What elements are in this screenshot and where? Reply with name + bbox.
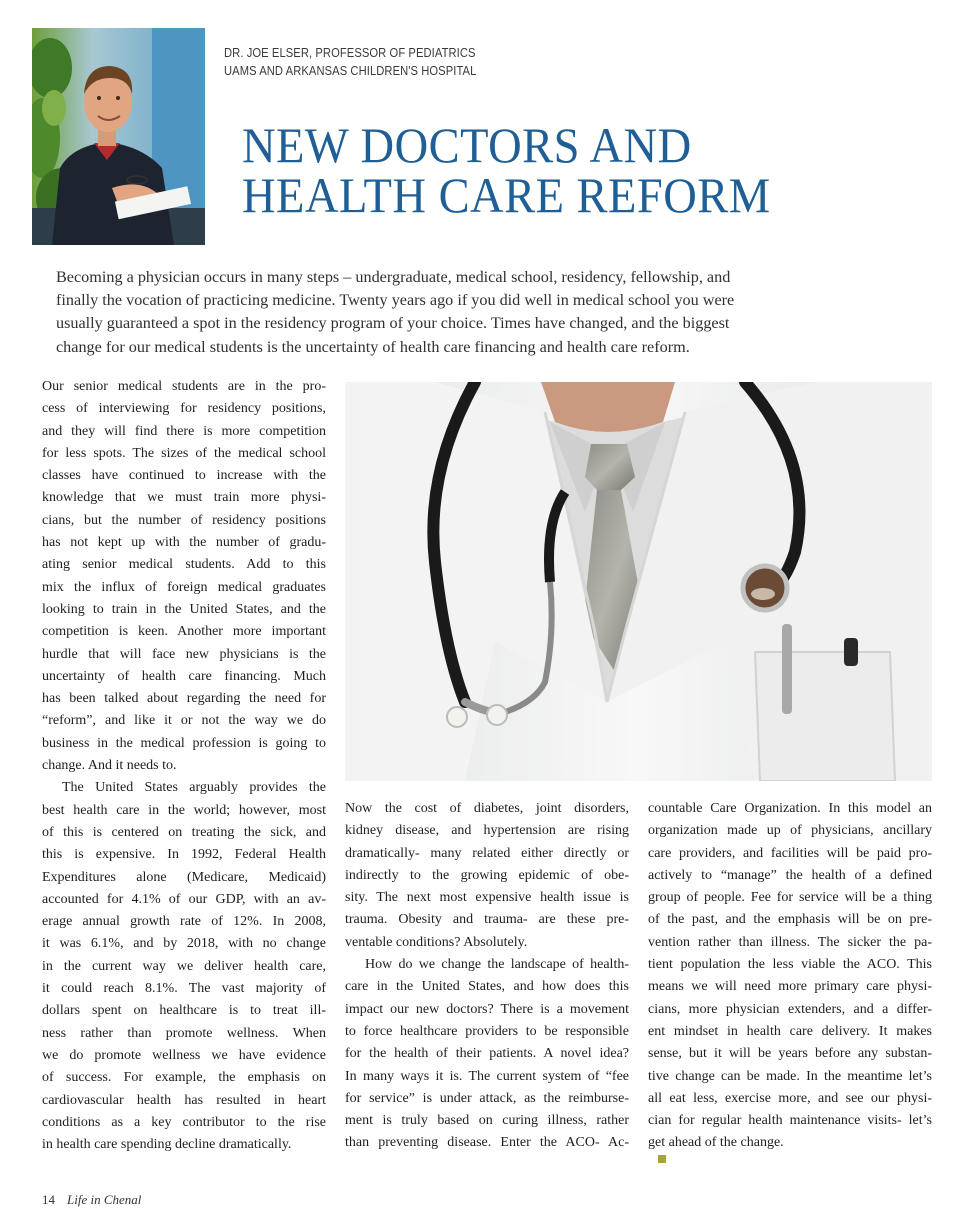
page-footer	[42, 1192, 141, 1208]
text-line: classes have continued to increase with the	[42, 468, 326, 484]
byline-line-1: DR. JOE ELSER, PROFESSOR OF PEDIATRICS	[224, 45, 476, 60]
text-line: hurdle that will face new physicians is the	[42, 646, 326, 662]
text-line: The United States arguably provides the	[62, 780, 326, 796]
page-number: 14	[42, 1192, 55, 1207]
author-byline	[224, 44, 476, 80]
text-line: mix the influx of foreign medical graduates	[42, 579, 326, 595]
text-line: erage annual growth rate of 12%. In 2008,	[42, 914, 326, 930]
text-line: dramatically- many related either directly or	[345, 845, 629, 861]
text-line: uncertainty of health care financing. Much	[42, 668, 326, 684]
text-line: knowledge that we must train more physi-	[42, 490, 326, 506]
body-column-2	[345, 798, 629, 1155]
text-line: care providers, and facilities will be paid pro-	[648, 845, 932, 861]
text-line: ating senior medical students. Add to this	[42, 557, 326, 573]
text-line: ment is truly based on curing illness, rather	[345, 1113, 629, 1129]
text-line: has been talked about regarding the need for	[42, 691, 326, 707]
text-line: we do promote wellness we have evidence	[42, 1047, 326, 1063]
text-line: this is expensive. In 1992, Federal Health	[42, 847, 326, 863]
text-line: business in the medical profession is going to	[42, 735, 326, 751]
text-line: than preventing disease. Enter the ACO- Ac-	[345, 1135, 629, 1151]
text-line: for service” is under attack, as the reimburse-	[345, 1090, 629, 1106]
text-line: change. And it needs to.	[42, 758, 177, 774]
text-line: Expenditures alone (Medicare, Medicaid)	[42, 869, 326, 885]
end-of-article-mark	[658, 1155, 666, 1163]
intro-line: finally the vocation of practicing medicine. Twenty years ago if you did well in medical school you were	[56, 291, 735, 310]
text-line: for the health of their patients. A novel idea?	[345, 1046, 629, 1062]
text-line: for less spots. The sizes of the medical school	[42, 445, 326, 461]
text-line: cess of interviewing for residency positions,	[42, 401, 326, 417]
text-line: it was 6.1%, and by 2018, with no change	[42, 936, 326, 952]
intro-line: Becoming a physician occurs in many steps – undergraduate, medical school, residency, fellowship, and	[56, 268, 731, 286]
text-line: means we will need more primary care physi-	[648, 979, 932, 995]
text-line: actively to “manage” the health of a defined	[648, 867, 932, 883]
text-line: looking to train in the United States, and the	[42, 601, 326, 617]
author-portrait	[32, 28, 205, 245]
text-line: indirectly to the growing epidemic of obe-	[345, 867, 629, 883]
intro-paragraph	[56, 266, 776, 359]
text-line: cians, more physician extenders, and a differ-	[648, 1001, 932, 1017]
text-line: sense, but it will be years before any substan-	[648, 1046, 932, 1062]
text-line: cian for regular health maintenance visits- let’s	[648, 1113, 932, 1129]
text-line: of success. For example, the emphasis on	[42, 1070, 326, 1086]
text-line: to force healthcare providers to be responsible	[345, 1023, 629, 1039]
text-line: tient population the less viable the ACO. This	[648, 957, 932, 973]
text-line: vention rather than illness. The sicker the pa-	[648, 934, 932, 950]
text-line: competition is keen. Another more important	[42, 624, 326, 640]
text-line: it could reach 8.1%. The vast majority of	[42, 981, 326, 997]
text-line: has not kept up with the number of gradu-	[42, 535, 326, 551]
doctor-stethoscope-photo	[345, 382, 932, 781]
intro-line: usually guaranteed a spot in the residency program of your choice. Times have changed, and the biggest	[56, 314, 730, 333]
text-line: accounted for 4.1% of our GDP, with an av-	[42, 891, 326, 907]
text-line: of this is centered on treating the sick, and	[42, 824, 326, 840]
magazine-name: Life in Chenal	[67, 1192, 142, 1207]
text-line: dollars spent on healthcare is to treat ill-	[42, 1003, 326, 1019]
text-line: all eat less, exercise more, and see our physi-	[648, 1090, 932, 1106]
text-line: sity. The next most expensive health issue is	[345, 890, 629, 906]
text-line: in health care spending decline dramatically.	[42, 1137, 292, 1153]
text-line: ent mindset in health care delivery. It makes	[648, 1023, 932, 1039]
text-line: countable Care Organization. In this model an	[648, 801, 932, 816]
text-line-final	[648, 1132, 932, 1162]
text-line: impact our new doctors? There is a movement	[345, 1001, 629, 1017]
text-line: of the past, and the emphasis will be on pre-	[648, 912, 932, 928]
text-line: cardiovascular health has resulted in heart	[42, 1092, 326, 1108]
text-line: trauma. Obesity and trauma- are these pre-	[345, 912, 629, 928]
byline-line-2: UAMS AND ARKANSAS CHILDREN'S HOSPITAL	[224, 63, 477, 78]
text-line: in the current way we deliver health care,	[42, 958, 326, 974]
text-line: and they will find there is more competition	[42, 423, 326, 439]
body-column-3	[648, 798, 932, 1163]
text-line: best health care in the world; however, most	[42, 802, 326, 818]
body-column-1	[42, 376, 326, 1156]
text-line: tive change can be made. In the meantime let’s	[648, 1068, 932, 1084]
text-line: organization made up of physicians, ancillary	[648, 823, 932, 839]
text-line: ness rather than promote wellness. When	[42, 1025, 326, 1041]
title-line-1: NEW DOCTORS AND	[242, 117, 692, 173]
text-line: group of people. Fee for service will be a thing	[648, 890, 932, 906]
text-line: How do we change the landscape of health-	[365, 957, 629, 973]
text-line: Our senior medical students are in the pro-	[42, 379, 326, 394]
text-line: In many ways it is. The current system of “fee	[345, 1068, 629, 1084]
intro-line: change for our medical students is the uncertainty of health care financing and health care reform.	[56, 337, 690, 356]
final-text: get ahead of the change.	[648, 1135, 784, 1151]
title-line-2: HEALTH CARE REFORM	[242, 167, 771, 223]
text-line: ventable conditions? Absolutely.	[345, 934, 528, 950]
text-line: care in the United States, and how does this	[345, 979, 629, 995]
text-line: Now the cost of diabetes, joint disorders,	[345, 801, 629, 816]
text-line: cians, but the number of residency positions	[42, 512, 326, 528]
text-line: “reform”, and like it or not the way we do	[42, 713, 326, 729]
text-line: conditions as a key contributor to the rise	[42, 1114, 326, 1130]
text-line: kidney disease, and hypertension are rising	[345, 823, 629, 839]
article-title	[242, 117, 771, 223]
